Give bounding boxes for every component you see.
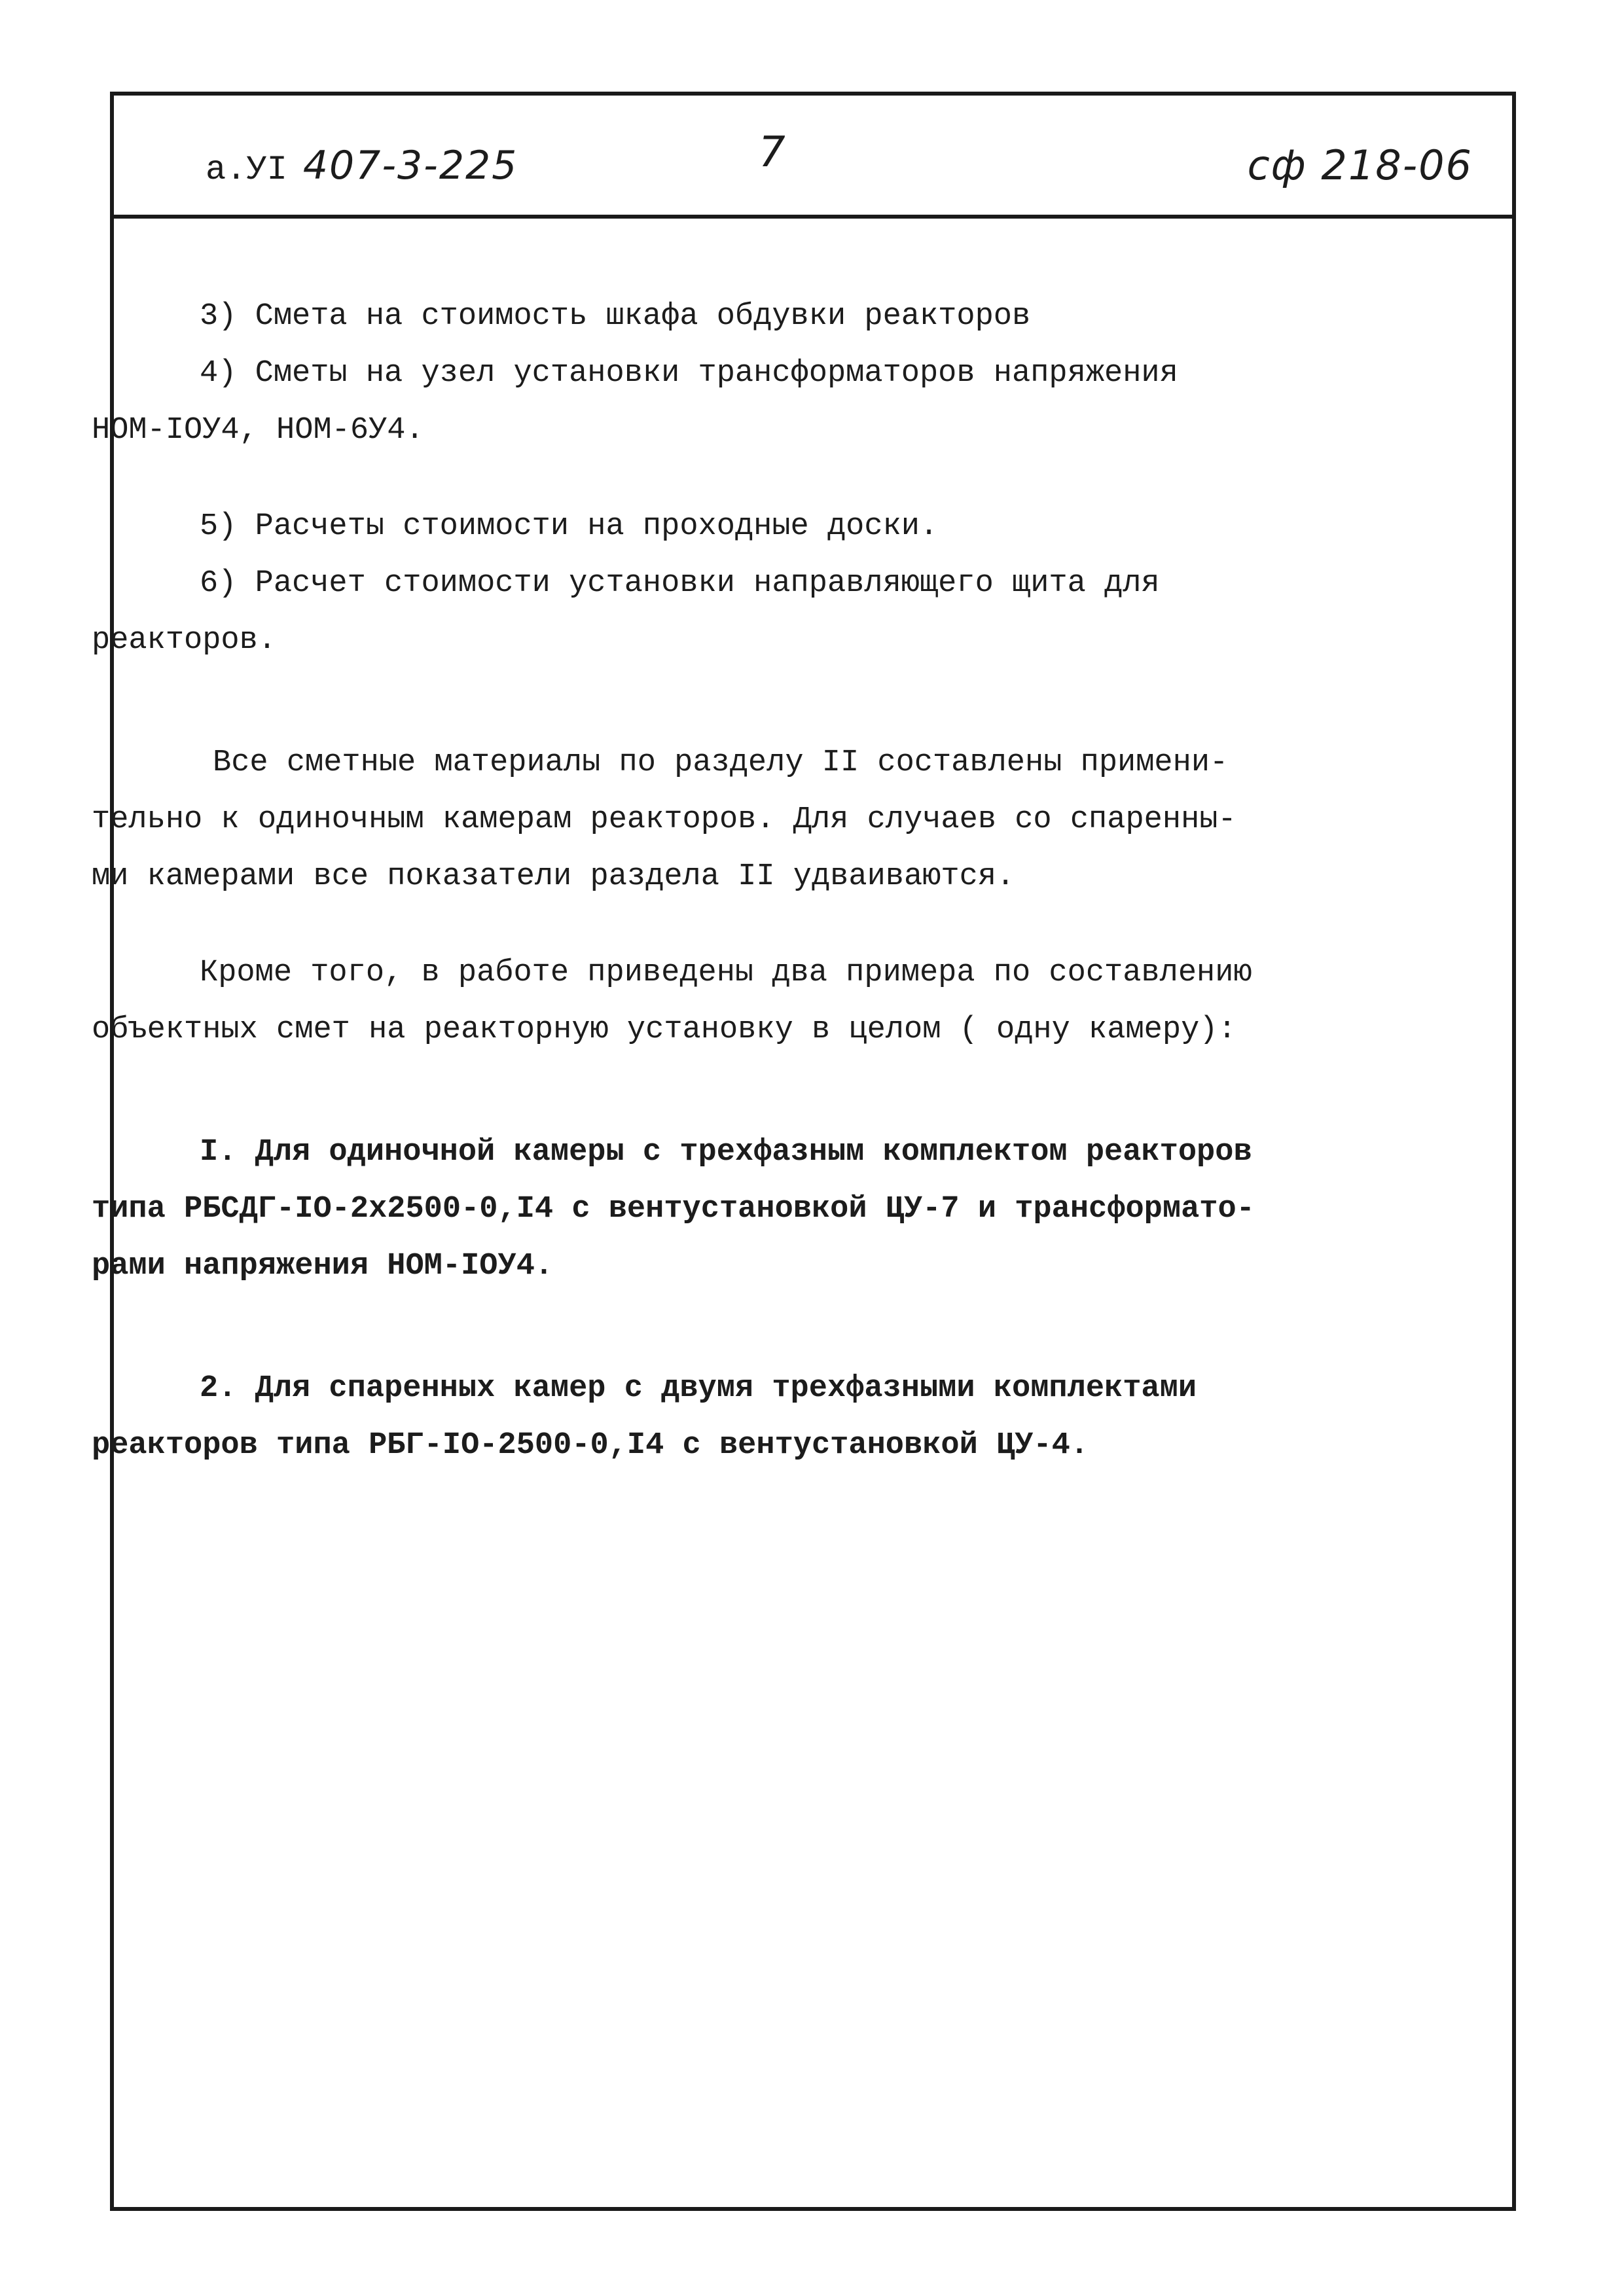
- album-reference: [206, 143, 518, 189]
- example-1-line-1: I. Для одиночной камеры с трехфазным комплектом реакторов: [200, 1135, 1252, 1170]
- sheet-code: сф 218-06: [1247, 141, 1473, 189]
- example-1-line-3: рами напряжения НОМ-IОУ4.: [92, 1249, 554, 1283]
- title-block: [114, 96, 1512, 219]
- page-number: 7: [759, 128, 787, 177]
- list-item-5: 5) Расчеты стоимости на проходные доски.: [200, 509, 939, 544]
- album-prefix: а.УI: [206, 151, 287, 189]
- example-2-line-2: реакторов типа РБГ-IО-2500-0,I4 с вентустановкой ЦУ-4.: [92, 1428, 1089, 1463]
- list-item-4-line-1: 4) Сметы на узел установки трансформаторов напряжения: [200, 356, 1178, 391]
- example-1-line-2: типа РБСДГ-IО-2х2500-0,I4 с вентустановкой ЦУ-7 и трансформато-: [92, 1192, 1255, 1227]
- list-item-6-line-2: реакторов.: [92, 623, 277, 658]
- list-item-4-line-2: НОМ-IОУ4, НОМ-6У4.: [92, 413, 424, 448]
- list-item-6-line-1: 6) Расчет стоимости установки направляющего щита для: [200, 566, 1160, 601]
- example-2-line-1: 2. Для спаренных камер с двумя трехфазными комплектами: [200, 1371, 1197, 1406]
- paragraph-1-line-2: тельно к одиночным камерам реакторов. Для случаев со спаренны-: [92, 802, 1236, 837]
- document-body: [92, 288, 1362, 1474]
- paragraph-2-line-2: объектных смет на реакторную установку в целом ( одну камеру):: [92, 1013, 1236, 1047]
- album-code: 407-3-225: [302, 143, 518, 188]
- paragraph-1-line-1: Все сметные материалы по разделу II составлены примени-: [213, 745, 1229, 780]
- paragraph-2-line-1: Кроме того, в работе приведены два примера по составлению: [200, 956, 1252, 990]
- list-item-3: 3) Смета на стоимость шкафа обдувки реакторов: [200, 299, 1031, 334]
- paragraph-1-line-3: ми камерами все показатели раздела II удваиваются.: [92, 859, 1015, 894]
